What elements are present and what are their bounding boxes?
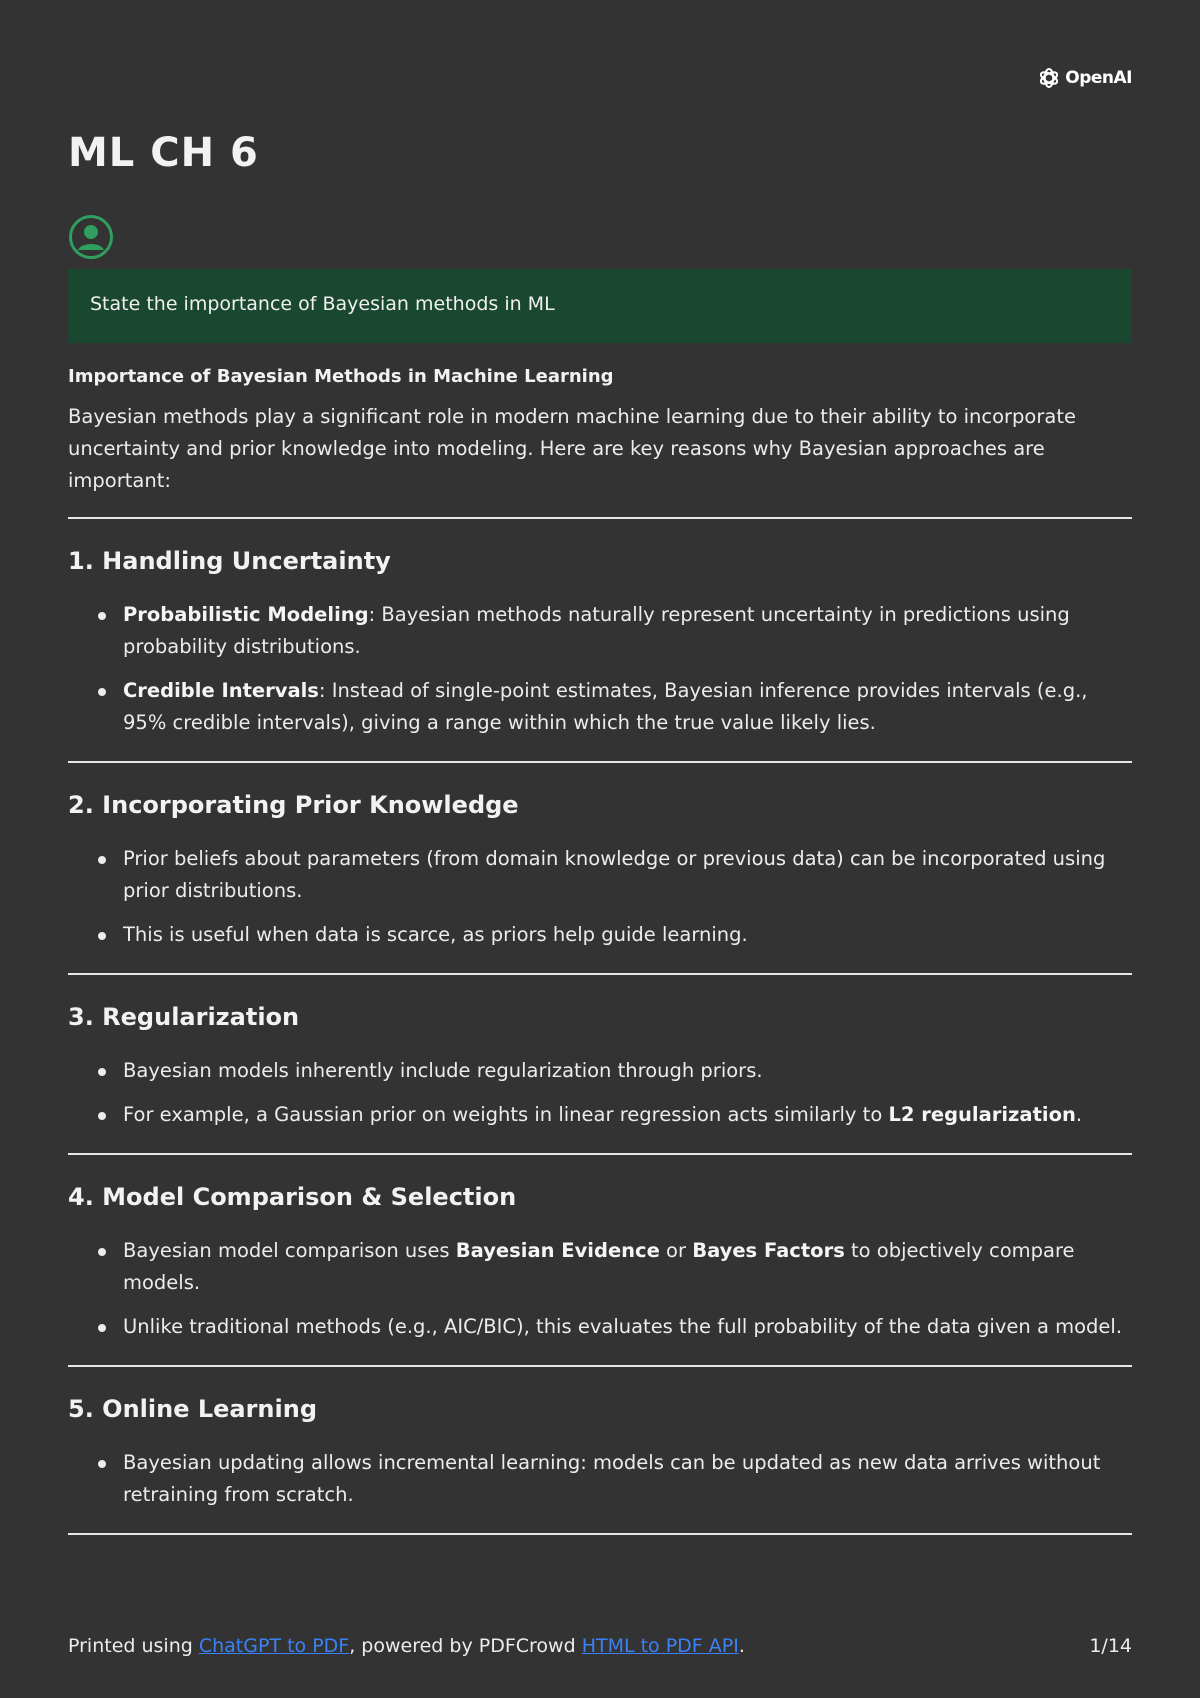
list-item [123, 1311, 1132, 1343]
response-heading: Importance of Bayesian Methods in Machine Learning [68, 366, 614, 387]
item-text: Prior beliefs about parameters (from domain knowledge or previous data) can be incorporated using prior distributions. [123, 847, 1106, 902]
section-title: 5. Online Learning [68, 1395, 318, 1423]
list-item [123, 843, 1132, 907]
section-title: 3. Regularization [68, 1003, 300, 1031]
page-footer [68, 1635, 1132, 1657]
item-term: Credible Intervals [123, 679, 319, 702]
page-title: ML CH 6 [68, 130, 259, 176]
assistant-response [68, 366, 1132, 1535]
item-text: For example, a Gaussian prior on weights in linear regression acts similarly to [123, 1103, 889, 1126]
item-tail: to objectively compare models. [123, 1239, 1075, 1294]
section-model-comparison [68, 1183, 1132, 1343]
item-text: Bayesian model comparison uses [123, 1239, 456, 1262]
bullet-list [68, 599, 1132, 739]
brand-name: OpenAI [1065, 68, 1132, 88]
bullet-list [68, 1447, 1132, 1511]
item-text: This is useful when data is scarce, as priors help guide learning. [123, 923, 748, 946]
item-text: or [659, 1239, 693, 1262]
item-text: : Instead of single-point estimates, Bayesian inference provides intervals (e.g., 95% credible intervals), giving a range within which the true value likely lies. [123, 679, 1088, 734]
list-item [123, 599, 1132, 663]
item-text: Bayesian updating allows incremental learning: models can be updated as new data arrives without retraining from scratch. [123, 1451, 1101, 1506]
item-term: Probabilistic Modeling [123, 603, 369, 626]
item-term: Bayesian Evidence [455, 1239, 660, 1262]
list-item [123, 1235, 1132, 1299]
response-intro: Bayesian methods play a significant role in modern machine learning due to their ability to incorporate uncertainty and prior knowledge into modeling. Here are key reasons why Bayesian approaches are important: [68, 405, 1076, 492]
section-online-learning [68, 1395, 1132, 1511]
section-title: 4. Model Comparison & Selection [68, 1183, 517, 1211]
section-regularization [68, 1003, 1132, 1131]
list-item [123, 919, 1132, 951]
divider [68, 517, 1132, 519]
divider [68, 761, 1132, 763]
document-page [68, 0, 1132, 1698]
footer-suffix: . [738, 1635, 745, 1657]
list-item [123, 1099, 1132, 1131]
item-term: L2 regularization [888, 1103, 1076, 1126]
list-item [123, 675, 1132, 739]
page-number: 1/14 [1089, 1635, 1132, 1657]
item-tail: . [1075, 1103, 1083, 1126]
item-text: Unlike traditional methods (e.g., AIC/BIC), this evaluates the full probability of the data given a model. [123, 1315, 1123, 1338]
user-prompt-text: State the importance of Bayesian methods in ML [90, 293, 555, 315]
section-title: 2. Incorporating Prior Knowledge [68, 791, 519, 819]
user-prompt [68, 269, 1132, 343]
openai-logo [1037, 66, 1132, 90]
openai-knot-icon [1037, 66, 1061, 90]
bullet-list [68, 1235, 1132, 1343]
item-text: Bayesian models inherently include regularization through priors. [123, 1059, 763, 1082]
bullet-list [68, 843, 1132, 951]
footer-middle: , powered by PDFCrowd [349, 1635, 582, 1657]
divider [68, 973, 1132, 975]
section-prior-knowledge [68, 791, 1132, 951]
list-item [123, 1055, 1132, 1087]
chatgpt-to-pdf-link[interactable]: ChatGPT to PDF [198, 1635, 350, 1657]
item-term: Bayes Factors [692, 1239, 845, 1262]
footer-prefix: Printed using [68, 1635, 199, 1657]
user-avatar-icon [68, 214, 114, 260]
divider [68, 1533, 1132, 1535]
list-item [123, 1447, 1132, 1511]
item-text: : Bayesian methods naturally represent uncertainty in predictions using probability distributions. [123, 603, 1070, 658]
divider [68, 1153, 1132, 1155]
section-title: 1. Handling Uncertainty [68, 547, 391, 575]
html-to-pdf-api-link[interactable]: HTML to PDF API [581, 1635, 739, 1657]
divider [68, 1365, 1132, 1367]
section-handling-uncertainty [68, 547, 1132, 739]
bullet-list [68, 1055, 1132, 1131]
